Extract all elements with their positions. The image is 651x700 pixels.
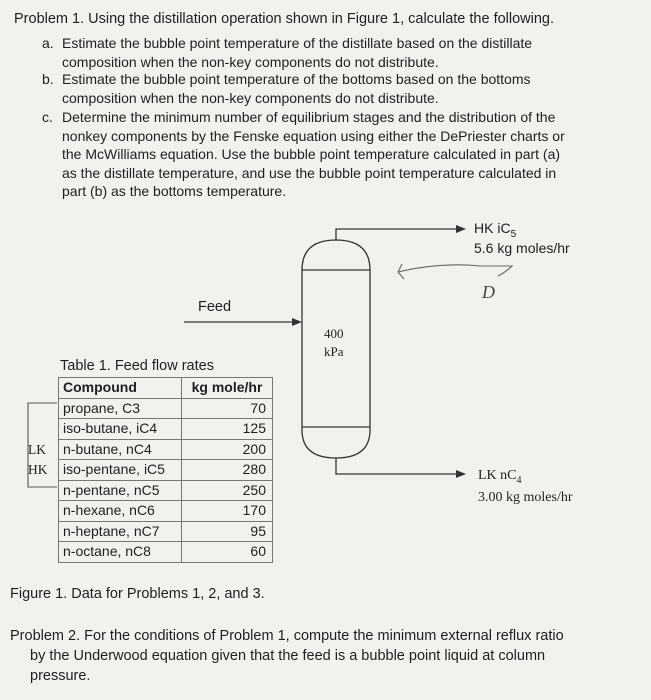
flow-cell: 280 (182, 460, 273, 481)
table-header-row (59, 378, 273, 399)
compound-cell: n-hexane, nC6 (59, 501, 182, 522)
item-label: c. (42, 109, 53, 125)
item-line: Estimate the bubble point temperature of the bottoms based on the bottoms (62, 71, 531, 87)
distillate-flow: 5.6 kg moles/hr (474, 240, 570, 256)
flow-cell: 60 (182, 542, 273, 563)
table-row (59, 398, 273, 419)
item-line: part (b) as the bottoms temperature. (62, 183, 287, 199)
item-line: composition when the non-key components do not distribute. (62, 53, 439, 70)
flow-cell: 70 (182, 398, 273, 419)
column-pressure-unit: kPa (324, 344, 344, 359)
distillate-subscript: 5 (510, 228, 517, 240)
distillate-component (474, 220, 516, 240)
distillate-stream (336, 225, 466, 240)
table-row (59, 419, 273, 440)
header-compound: Compound (59, 378, 182, 399)
problem2-text (10, 626, 640, 686)
feed-flow-table (58, 377, 273, 563)
flow-cell: 95 (182, 521, 273, 542)
bottoms-component-text: LK nC (478, 468, 517, 483)
table-row (59, 501, 273, 522)
item-line: composition when the non-key components do not distribute. (62, 89, 439, 106)
flow-cell: 170 (182, 501, 273, 522)
item-line: Estimate the bubble point temperature of the distillate based on the distillate (62, 35, 533, 51)
table-row (59, 439, 273, 460)
bottoms-flow: 3.00 kg moles/hr (478, 490, 573, 505)
item-line: the McWilliams equation. Use the bubble point temperature calculated in part (a) (62, 146, 561, 162)
compound-cell: n-heptane, nC7 (59, 521, 182, 542)
compound-cell: n-butane, nC4 (59, 439, 182, 460)
problem2-line: by the Underwood equation given that the feed is a bubble point liquid at column (30, 648, 546, 664)
hk-annotation: HK (28, 462, 48, 477)
table-row (59, 521, 273, 542)
compound-cell: iso-pentane, iC5 (59, 460, 182, 481)
item-line: nonkey components by the Fenske equation using either the DePriester charts or (62, 127, 565, 144)
compound-cell: n-octane, nC8 (59, 542, 182, 563)
bottoms-subscript: 4 (516, 474, 522, 486)
bottoms-stream (336, 458, 466, 478)
lk-annotation: LK (28, 442, 46, 457)
flow-cell: 250 (182, 480, 273, 501)
table-title: Table 1. Feed flow rates (60, 358, 214, 374)
item-line: Determine the minimum number of equilibrium stages and the distribution of the (62, 109, 556, 125)
problem1-title: Problem 1. Using the distillation operation shown in Figure 1, calculate the following. (14, 11, 555, 27)
flow-cell: 125 (182, 419, 273, 440)
item-label: b. (42, 71, 54, 87)
compound-cell: iso-butane, iC4 (59, 419, 182, 440)
feed-label: Feed (198, 299, 232, 315)
figure-caption: Figure 1. Data for Problems 1, 2, and 3. (10, 586, 265, 602)
problem2-line: Problem 2. For the conditions of Problem 1, compute the minimum external reflux ratio (10, 628, 564, 644)
compound-cell: n-pentane, nC5 (59, 480, 182, 501)
header-flow: kg mole/hr (182, 378, 273, 399)
table-row (59, 542, 273, 563)
item-line: as the distillate temperature, and use the bubble point temperature calculated in (62, 164, 557, 181)
table-row (59, 460, 273, 481)
table-row (59, 480, 273, 501)
flow-cell: 200 (182, 439, 273, 460)
distillate-component-text: HK iC (474, 220, 511, 236)
problem2-line: pressure. (30, 668, 91, 684)
compound-cell: propane, C3 (59, 398, 182, 419)
item-label: a. (42, 35, 54, 51)
handwritten-arrow (398, 264, 512, 279)
bottoms-component (478, 468, 522, 486)
column-pressure-value: 400 (324, 326, 344, 341)
feed-stream (184, 318, 302, 326)
handwritten-d: D (482, 282, 495, 302)
